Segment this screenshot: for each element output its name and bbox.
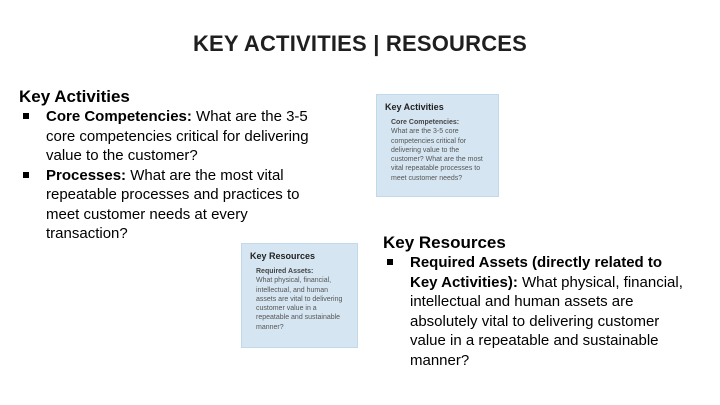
required-assets-text: What physical, financial, intellectual and human assets are absolutely vital to delivering customer value in a repeatable and sustainable manner? <box>410 273 683 369</box>
list-item <box>19 166 329 244</box>
card-text: What are the 3-5 core competencies critical for delivering value to the customer? What are the most vital repeatable processes to meet customer needs? <box>391 128 483 182</box>
key-activities-card <box>376 94 499 197</box>
square-bullet-icon <box>23 113 29 119</box>
list-item <box>19 107 329 166</box>
card-text: What physical, financial, intellectual, and human assets are vital to delivering customer value in a repeatable and sustainable manner? <box>256 277 343 331</box>
core-competencies-label: Core Competencies: <box>46 108 192 125</box>
key-resources-heading: Key Resources <box>383 233 506 252</box>
key-resources-list <box>383 253 693 370</box>
key-resources-card <box>241 243 358 348</box>
card-label: Required Assets: <box>256 268 314 275</box>
square-bullet-icon <box>23 172 29 178</box>
key-activities-section <box>19 87 329 244</box>
card-body <box>250 267 349 332</box>
core-competencies-text: What are the 3-5 core competencies critical for delivering value to the customer? <box>46 108 309 164</box>
required-assets-label: Required Assets (directly related to Key Activities): <box>410 254 663 291</box>
key-activities-list <box>19 107 329 244</box>
key-activities-heading: Key Activities <box>19 87 130 106</box>
card-title: Key Resources <box>250 251 316 261</box>
card-title: Key Activities <box>385 102 444 112</box>
slide-title: KEY ACTIVITIES | RESOURCES <box>192 31 528 56</box>
list-item <box>383 253 693 370</box>
processes-label: Processes: <box>46 166 127 184</box>
key-resources-section <box>383 233 693 370</box>
card-label: Core Competencies: <box>391 119 460 126</box>
processes-text: What are the most vital repeatable processes and practices to meet customer needs at every transaction? <box>46 166 300 242</box>
card-body <box>385 118 490 183</box>
square-bullet-icon <box>387 259 393 265</box>
